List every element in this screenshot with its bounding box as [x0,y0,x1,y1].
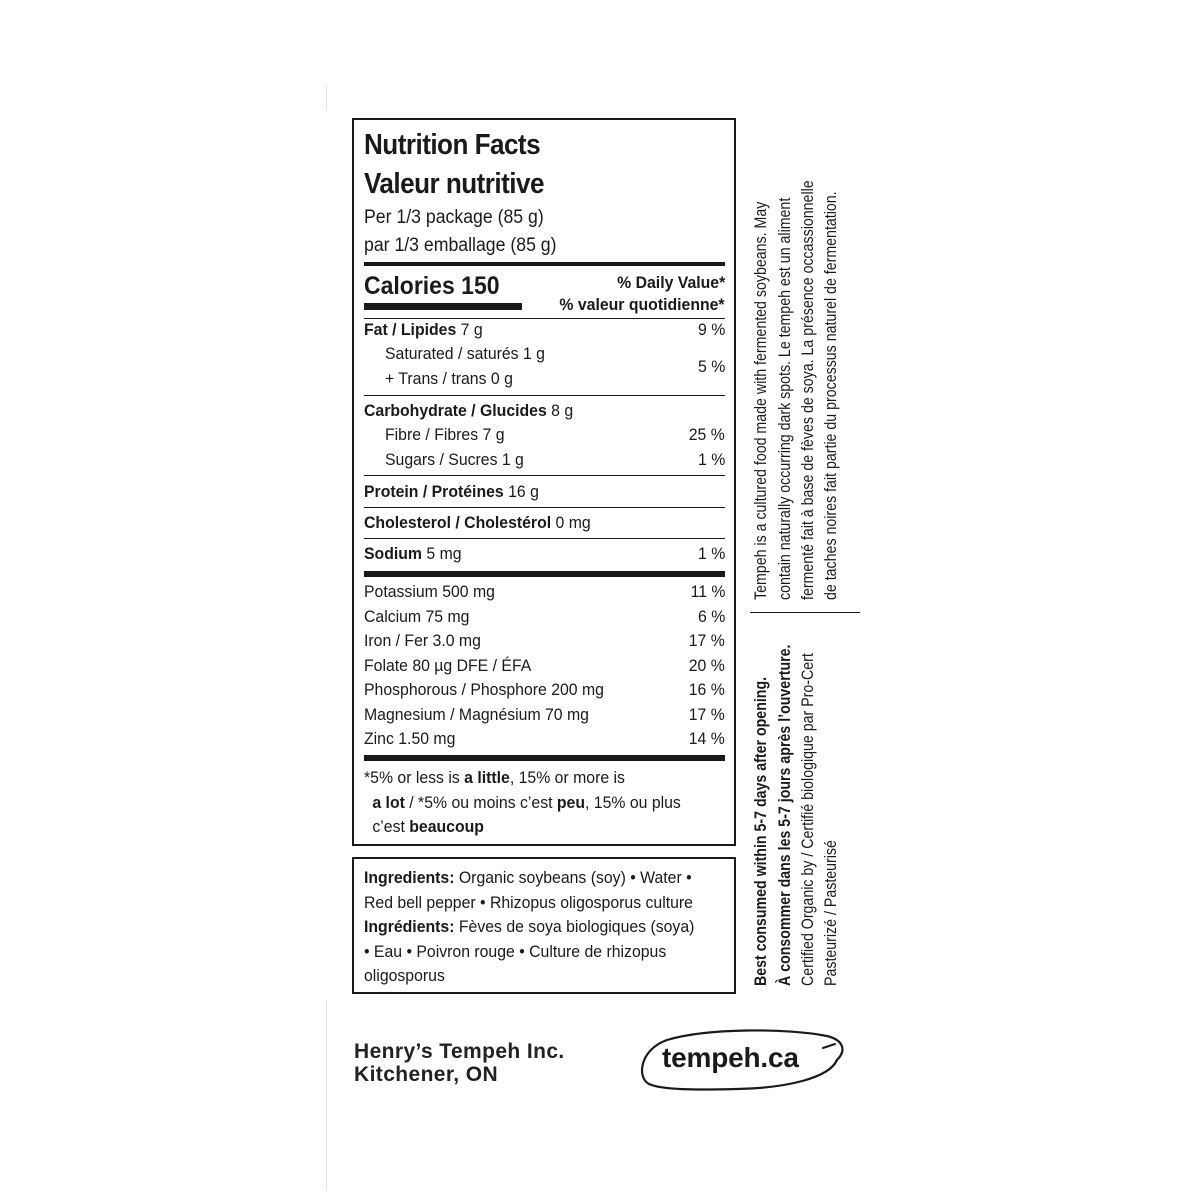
ingredients-box [352,857,736,994]
side-line-1 [750,128,772,986]
saturated-trans-pct: 5 % [697,357,725,376]
calories-underline [364,303,522,310]
left-edge-line-bottom [326,1000,327,1190]
left-edge-line-top [326,85,327,110]
ingredients-label-fr: Ingrédients: [364,917,455,936]
sugars-label: Sugars / Sucres 1 g [385,450,524,469]
pasteurized: Pasteurizé / Pasteurisé [822,840,840,986]
footnote-bold: beaucoup [409,817,484,836]
ingredients-en-2: Red bell pepper • Rhizopus oligosporus culture [364,892,693,912]
desc-2: contain naturally occurring dark spots. Le tempeh est un aliment [776,197,794,600]
storage-en: Best consumed within 5-7 days after opening. [752,676,770,986]
mineral-label: Magnesium / Magnésium 70 mg [364,705,589,724]
mineral-label: Potassium 500 mg [364,582,495,601]
divider [364,538,725,539]
ingredients-fr-3: oligosporus [364,966,445,985]
sodium-amount: 5 mg [426,544,462,563]
company-city: Kitchener, ON [354,1063,499,1086]
certified-organic: Certified Organic by / Certifié biologique par Pro-Cert [799,653,817,986]
footnote-bold: a lot [372,792,405,812]
desc-1: Tempeh is a cultured food made with fermented soybeans. May [752,201,770,600]
ingredients-en-1: Organic soybeans (soy) • Water • [454,868,692,887]
company-name: Henry’s Tempeh Inc. [354,1040,565,1063]
desc-4: de taches noires fait partie du processus naturel de fermentation. [822,191,840,600]
logo-text: tempeh.ca [662,1042,799,1073]
thick-divider [364,755,725,761]
fibre-pct: 25 % [688,425,725,444]
serving-size-en: Per 1/3 package (85 g) [364,207,544,228]
calories-value: 150 [461,272,500,300]
calories-label: Calories [364,272,455,300]
ingredients-text [364,866,729,989]
mineral-pct: 11 % [690,582,725,601]
footnote-text: c’est [372,817,410,836]
footnote-text: , 15% ou plus [585,792,681,812]
thick-divider [364,571,725,577]
mineral-label: Folate 80 µg DFE / ÉFA [364,656,532,675]
mineral-label: Iron / Fer 3.0 mg [364,631,481,650]
divider [364,507,725,508]
footnote-text: , 15% or more is [509,768,625,787]
cholesterol-label: Cholesterol / Cholestérol [364,513,552,532]
mineral-pct: 20 % [688,656,725,675]
nutrition-title-en: Nutrition Facts [364,129,541,161]
mineral-label: Phosphorous / Phosphore 200 mg [364,680,604,699]
fat-label: Fat / Lipides [364,320,457,339]
mineral-label: Calcium 75 mg [364,607,470,626]
sugars-pct: 1 % [697,450,725,469]
storage-fr: À consommer dans les 5-7 jours après l’ouverture. [776,644,794,986]
divider [364,395,725,396]
fat-amount: 7 g [460,320,483,339]
ingredients-fr-1: Fèves de soya biologiques (soya) [454,917,695,936]
footnote-bold: peu [556,792,586,812]
side-line-3 [797,128,819,986]
mineral-pct: 16 % [688,680,725,699]
ingredients-fr-2: • Eau • Poivron rouge • Culture de rhizopus [364,941,667,961]
desc-3: fermenté fait à base de fèves de soya. La présence occassionnelle [799,180,817,600]
nutrition-title-fr: Valeur nutritive [364,168,544,200]
carbohydrate-label: Carbohydrate / Glucides [364,401,547,420]
calories [364,270,500,302]
mineral-label: Zinc 1.50 mg [364,729,456,748]
mineral-pct: 17 % [688,631,725,650]
mineral-pct: 17 % [688,705,725,724]
divider [364,475,725,476]
daily-value-footnote [364,766,736,840]
side-text-rotated [750,128,860,986]
trans-label: + Trans / trans 0 g [385,369,513,388]
side-line-4 [820,128,842,986]
side-text-column [750,128,860,986]
cholesterol-amount: 0 mg [555,513,591,532]
footnote-bold: a little [464,768,510,787]
saturated-label: Saturated / saturés 1 g [385,344,545,363]
nutrition-facts-table [352,118,736,846]
sodium-label: Sodium [364,544,422,563]
serving-size-fr: par 1/3 emballage (85 g) [364,235,557,256]
fibre-label: Fibre / Fibres 7 g [385,425,505,444]
ingredients-label-en: Ingredients: [364,868,455,887]
protein-label: Protein / Protéines [364,482,504,501]
side-line-2 [774,128,796,986]
footnote-text: *5% or less is [364,768,465,787]
daily-value-header-fr: % valeur quotidienne* [559,295,725,314]
mineral-pct: 6 % [697,607,725,626]
mineral-pct: 14 % [688,729,725,748]
sodium-pct: 1 % [697,544,725,563]
protein-amount: 16 g [508,482,539,501]
fat-pct: 9 % [697,320,725,339]
footnote-text: / *5% ou moins c’est [404,792,557,812]
side-text-separator [750,612,860,613]
thick-divider [364,262,725,266]
daily-value-header-en: % Daily Value* [616,273,725,292]
carbohydrate-amount: 8 g [551,401,574,420]
